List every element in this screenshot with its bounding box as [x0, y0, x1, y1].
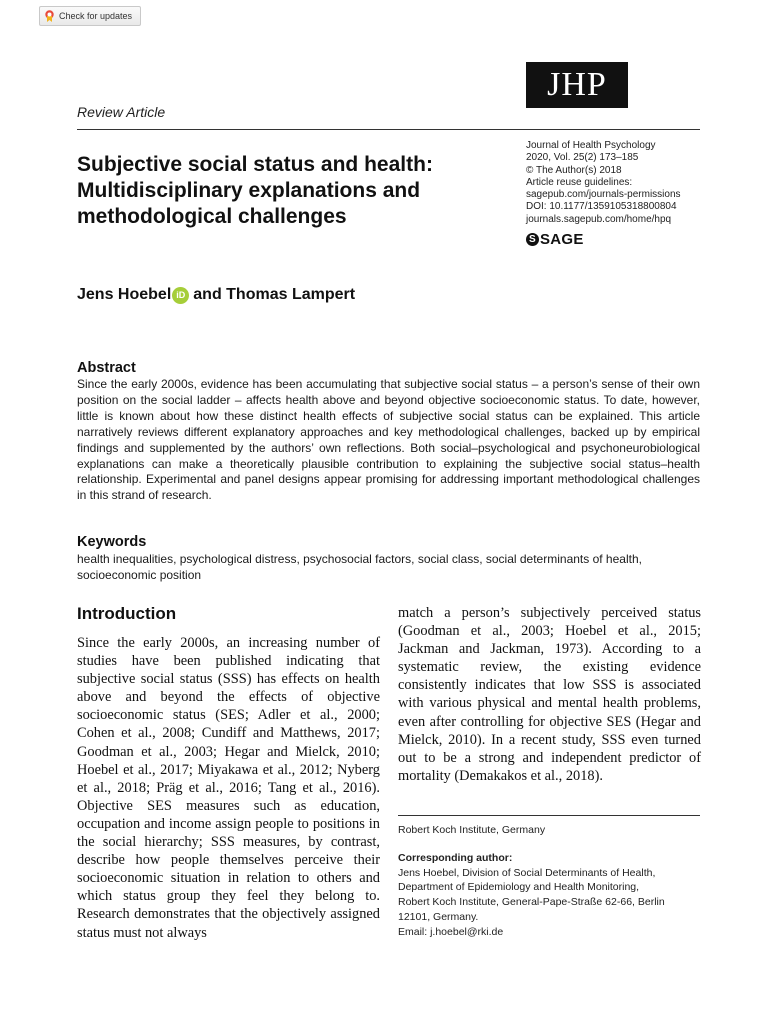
email-label: Email: — [398, 925, 431, 938]
footnote-rule — [398, 815, 700, 816]
reuse-link[interactable]: sagepub.com/journals-permissions — [526, 189, 681, 201]
journal-homepage-link[interactable]: journals.sagepub.com/home/hpq — [526, 213, 672, 225]
header-rule — [77, 129, 700, 130]
email-line — [398, 925, 700, 940]
introduction-column-right: match a person’s subjectively perceived status (Goodman et al., 2003; Hoebel et al., 2015; Jackman and Jackman, 1973). According to a systematic review, the existing evidence consistently indicates that low SSS is associated with various physical and mental health problems, even after controlling for objective SES (Hegar and Mielck, 2010). In a recent study, SSS even turned out to be a strong and independent predictor of mortality (Demakakos et al., 2018). — [398, 605, 701, 784]
reuse-label: Article reuse guidelines: — [526, 176, 633, 188]
abstract-text: Since the early 2000s, evidence has been accumulating that subjective social status – a person’s sense of their own position on the social ladder – affects health above and beyond objective socioeconomic status. To date, however, little is known about how these distinct health effects of subjective social status can be explained. This article narratively reviews different explanatory approaches and key methodological challenges, backed up by empirical findings and supplemented by the authors’ own reflections. Both social–psychological and psychoneurobiological explanations can make a theoretically plausible contribution to explaining the subjective social status–health relationship. Experimental and panel designs appear promising for addressing important methodological challenges in this strand of research. — [77, 377, 700, 503]
sage-logo — [526, 231, 584, 248]
corresponding-label: Corresponding author: — [398, 852, 513, 864]
copyright: © The Author(s) 2018 — [526, 164, 622, 176]
corresponding-line: Jens Hoebel, Division of Social Determinants of Health, — [398, 866, 656, 879]
journal-meta — [526, 140, 716, 226]
corresponding-line: Department of Epidemiology and Health Monitoring, — [398, 881, 640, 894]
bookmark-ribbon-icon — [45, 10, 54, 22]
keywords-text: health inequalities, psychological distress, psychosocial factors, social class, social determinants of health, socioeconomic position — [77, 552, 642, 582]
corresponding-line: Robert Koch Institute, General-Pape-Straße 62-66, Berlin — [398, 896, 665, 909]
author-lampert: and Thomas Lampert — [193, 286, 356, 303]
article-title — [77, 152, 517, 230]
introduction-column-left: Since the early 2000s, an increasing number of studies have been published indicating that subjective social status (SSS) has effects on health above and beyond the effects of objective socioeconomic status (SES; Adler et al., 2000; Cohen et al., 2008; Cundiff and Matthews, 2017; Goodman et al., 2003; Hegar and Mielck, 2010; Hoebel et al., 2017; Miyakawa et al., 2012; Nyberg et al., 2018; Präg et al., 2016; Tang et al., 2016). Objective SES measures such as education, occupation and income assign people to positions in the social hierarchy; SSS measures, by contrast, describe how people themselves perceive their socioeconomic situation in relation to others and which status group they feel they belong to. Research demonstrates that the objectively assigned status must not always — [77, 635, 380, 941]
email-link[interactable]: j.hoebel@rki.de — [430, 925, 504, 938]
sage-logo-text: SAGE — [540, 231, 584, 248]
doi-link[interactable]: DOI: 10.1177/1359105318800804 — [526, 201, 677, 213]
abstract-heading: Abstract — [77, 360, 136, 376]
journal-logo — [526, 62, 628, 108]
corresponding-line: 12101, Germany. — [398, 910, 479, 923]
author-list — [77, 286, 355, 304]
keywords-heading: Keywords — [77, 534, 147, 550]
orcid-icon[interactable]: iD — [172, 287, 189, 304]
affiliation: Robert Koch Institute, Germany — [398, 824, 546, 836]
title-line: Multidisciplinary explanations and — [77, 179, 421, 202]
author-hoebel: Jens Hoebel — [77, 286, 172, 303]
introduction-heading: Introduction — [77, 604, 177, 623]
check-for-updates-label: Check for updates — [59, 11, 133, 21]
title-line: methodological challenges — [77, 205, 347, 228]
check-for-updates-button[interactable] — [39, 6, 141, 26]
corresponding-author — [398, 851, 700, 939]
article-type: Review Article — [77, 104, 166, 120]
journal-name: Journal of Health Psychology — [526, 140, 656, 151]
journal-logo-text: JHP — [547, 66, 607, 103]
journal-volume: 2020, Vol. 25(2) 173–185 — [526, 152, 639, 164]
sage-logo-mark: S — [526, 233, 539, 246]
title-line: Subjective social status and health: — [77, 153, 433, 176]
